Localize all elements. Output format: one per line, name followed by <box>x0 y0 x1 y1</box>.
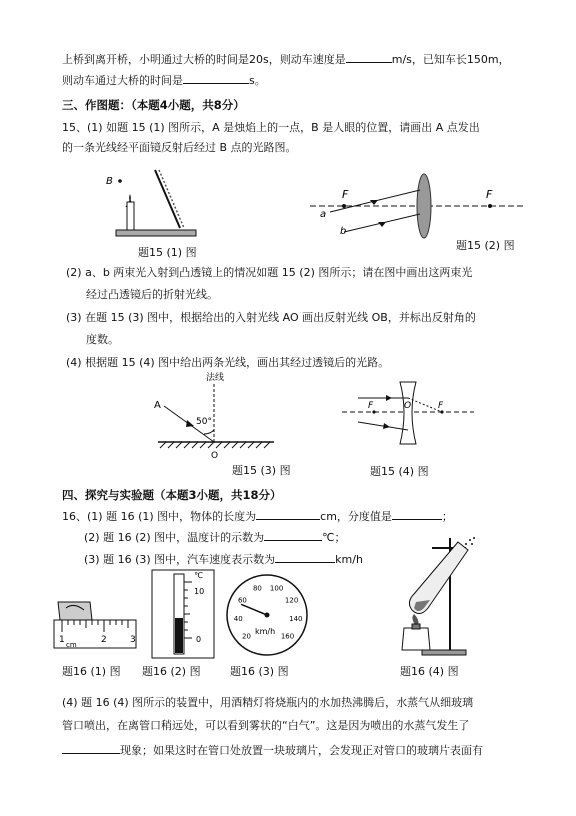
lamp-wick-holder <box>412 624 420 629</box>
label-f-left: F <box>368 401 374 411</box>
caption-16-1: 题16 (1) 图 <box>62 665 121 678</box>
q16-4-text: (4) 题 16 (4) 图所示的装置中，用酒精灯将烧瓶内的水加热沸腾后，水蒸气从细玻璃 <box>62 696 474 709</box>
figure-16-4-apparatus <box>384 530 484 660</box>
answer-blank[interactable] <box>256 508 320 520</box>
q16-1-text: ； <box>441 510 453 523</box>
answer-blank[interactable] <box>62 742 120 754</box>
label-ray-a: a <box>320 209 327 220</box>
label-f-right: F <box>486 188 493 201</box>
measured-object <box>58 602 92 620</box>
label-f-right: F <box>438 401 444 411</box>
thermometer-liquid <box>175 618 183 653</box>
answer-blank[interactable] <box>275 551 335 563</box>
figure-15-2 <box>308 170 530 240</box>
ray-parallel-arrow <box>386 395 392 401</box>
surface-hatch <box>160 442 270 448</box>
answer-blank[interactable] <box>264 529 322 541</box>
q16-3-text: km/h <box>335 553 363 566</box>
eye-point <box>118 179 122 183</box>
needle-hub <box>265 613 270 618</box>
mirror-hatch <box>159 170 184 228</box>
intro-line-2 <box>62 72 266 88</box>
speedometer-unit: km/h <box>255 627 276 636</box>
figure-15-4 <box>338 378 478 450</box>
thermometer-unit: ℃ <box>194 571 203 580</box>
label-o: O <box>404 401 412 411</box>
figure-16-3-speedometer <box>224 572 310 658</box>
q15-4-text: (4) 根据题 15 (4) 图中给出两条光线，画出其经过透镜后的光路。 <box>66 356 390 369</box>
table-surface <box>116 230 196 236</box>
q16-4-line <box>62 742 483 758</box>
ray-oblique <box>358 422 408 430</box>
q16-3-line <box>84 551 363 567</box>
section-4-title: 四、探究与实验题（本题3小题，共18分） <box>62 488 282 502</box>
ruler-tick-label: 2 <box>101 635 107 645</box>
label-o: O <box>211 451 219 461</box>
speedometer-tick-label: 60 <box>237 596 247 605</box>
caption-15-4: 题15 (4) 图 <box>370 465 429 478</box>
answer-blank[interactable] <box>346 51 392 63</box>
thermometer-tick-label: 10 <box>194 587 205 596</box>
focal-point-right <box>488 204 492 208</box>
q15-3-text: (3) 在题 15 (3) 图中，根据给出的入射光线 AO 画出反射光线 OB，并标出反射角的 <box>66 311 476 324</box>
q16-1-line <box>62 508 453 524</box>
intro-text: 则动车通过大桥的时间是 <box>62 74 183 87</box>
speedometer-tick-label: 40 <box>233 615 243 624</box>
intro-text: m/s，已知车长150m， <box>391 53 510 66</box>
q15-3-text: 度数。 <box>86 333 119 346</box>
label-f-left: F <box>342 188 349 201</box>
caption-16-2: 题16 (2) 图 <box>142 665 201 678</box>
angle-arc <box>204 430 214 434</box>
q16-4-text: 管口喷出，在离管口稍远处，可以看到雾状的“白气”。这是因为喷出的水蒸气发生了 <box>62 719 470 732</box>
caption-16-3: 题16 (3) 图 <box>230 665 289 678</box>
caption-15-1: 题15 (1) 图 <box>138 246 197 259</box>
intro-line-1 <box>62 51 510 67</box>
candle <box>127 202 134 230</box>
q15-1-text: 15、(1) 如题 15 (1) 图所示，A 是烛焰上的一点，B 是人眼的位置，请画出 A 点发出 <box>62 121 480 134</box>
alcohol-lamp <box>402 628 430 650</box>
q16-1-text: 16、(1) 题 16 (1) 图中，物体的长度为 <box>62 510 257 523</box>
focal-point-left <box>342 204 346 208</box>
convex-lens <box>417 174 431 238</box>
ray-b-arrow <box>378 222 386 227</box>
caption-16-4: 题16 (4) 图 <box>400 665 459 678</box>
answer-blank[interactable] <box>183 72 249 84</box>
q16-4-text: 现象；如果这时在管口处放置一块玻璃片，会发现正对管口的玻璃片表面有 <box>120 744 483 757</box>
figure-15-1 <box>100 162 210 240</box>
plane-mirror <box>155 170 180 228</box>
speedometer-tick-label: 100 <box>269 584 284 593</box>
q15-2-text: 经过凸透镜后的折射光线。 <box>86 288 218 301</box>
q16-2-text: (2) 题 16 (2) 图中，温度计的示数为 <box>84 531 265 544</box>
incident-arrow <box>186 420 194 427</box>
ruler-unit: cm <box>66 641 77 649</box>
caption-15-3: 题15 (3) 图 <box>232 464 291 477</box>
figure-16-2-thermometer <box>150 568 216 660</box>
ray-oblique-arrow <box>383 423 390 429</box>
q16-2-text: ℃； <box>322 531 346 544</box>
label-ray-b: b <box>340 226 347 237</box>
concave-lens <box>400 382 416 444</box>
figure-15-3 <box>150 370 280 462</box>
answer-blank[interactable] <box>392 508 442 520</box>
speedometer-tick-label: 140 <box>289 615 303 624</box>
label-a: A <box>154 400 161 411</box>
figure-16-1-ruler <box>52 596 138 654</box>
speedometer-tick-label: 20 <box>242 632 251 641</box>
ruler-tick-label: 1 <box>59 635 65 645</box>
q16-3-text: (3) 题 16 (3) 图中，汽车速度表示数为 <box>84 553 276 566</box>
caption-15-2: 题15 (2) 图 <box>456 239 515 252</box>
vapor-puff <box>465 537 475 545</box>
ray-a-arrow <box>370 200 378 205</box>
intro-text: 上桥到离开桥，小明通过大桥的时间是20s，则动车速度是 <box>62 53 346 66</box>
q15-2-text: (2) a、b 两束光入射到凸透镜上的情况如题 15 (2) 图所示；请在图中画出这两束光 <box>66 266 473 279</box>
thermometer-tick-label: 0 <box>196 635 202 644</box>
intro-text: s。 <box>249 74 266 87</box>
angle-label: 50° <box>196 417 212 427</box>
section-3-title: 三、作图题：（本题4小题，共8分） <box>62 98 245 112</box>
speedometer-tick-label: 160 <box>280 632 295 641</box>
speedometer-tick-label: 80 <box>252 584 262 593</box>
q16-2-line <box>84 529 346 545</box>
q16-1-text: cm，分度值是 <box>320 510 392 523</box>
q15-1-text: 的一条光线经平面镜反射后经过 B 点的光路图。 <box>62 141 297 154</box>
normal-label: 法线 <box>206 373 225 383</box>
speedometer-tick-label: 120 <box>284 596 299 605</box>
ray-extension <box>408 398 442 412</box>
label-b: B <box>106 176 113 187</box>
ruler-tick-label: 3 <box>130 635 136 645</box>
stand-base <box>422 650 466 655</box>
